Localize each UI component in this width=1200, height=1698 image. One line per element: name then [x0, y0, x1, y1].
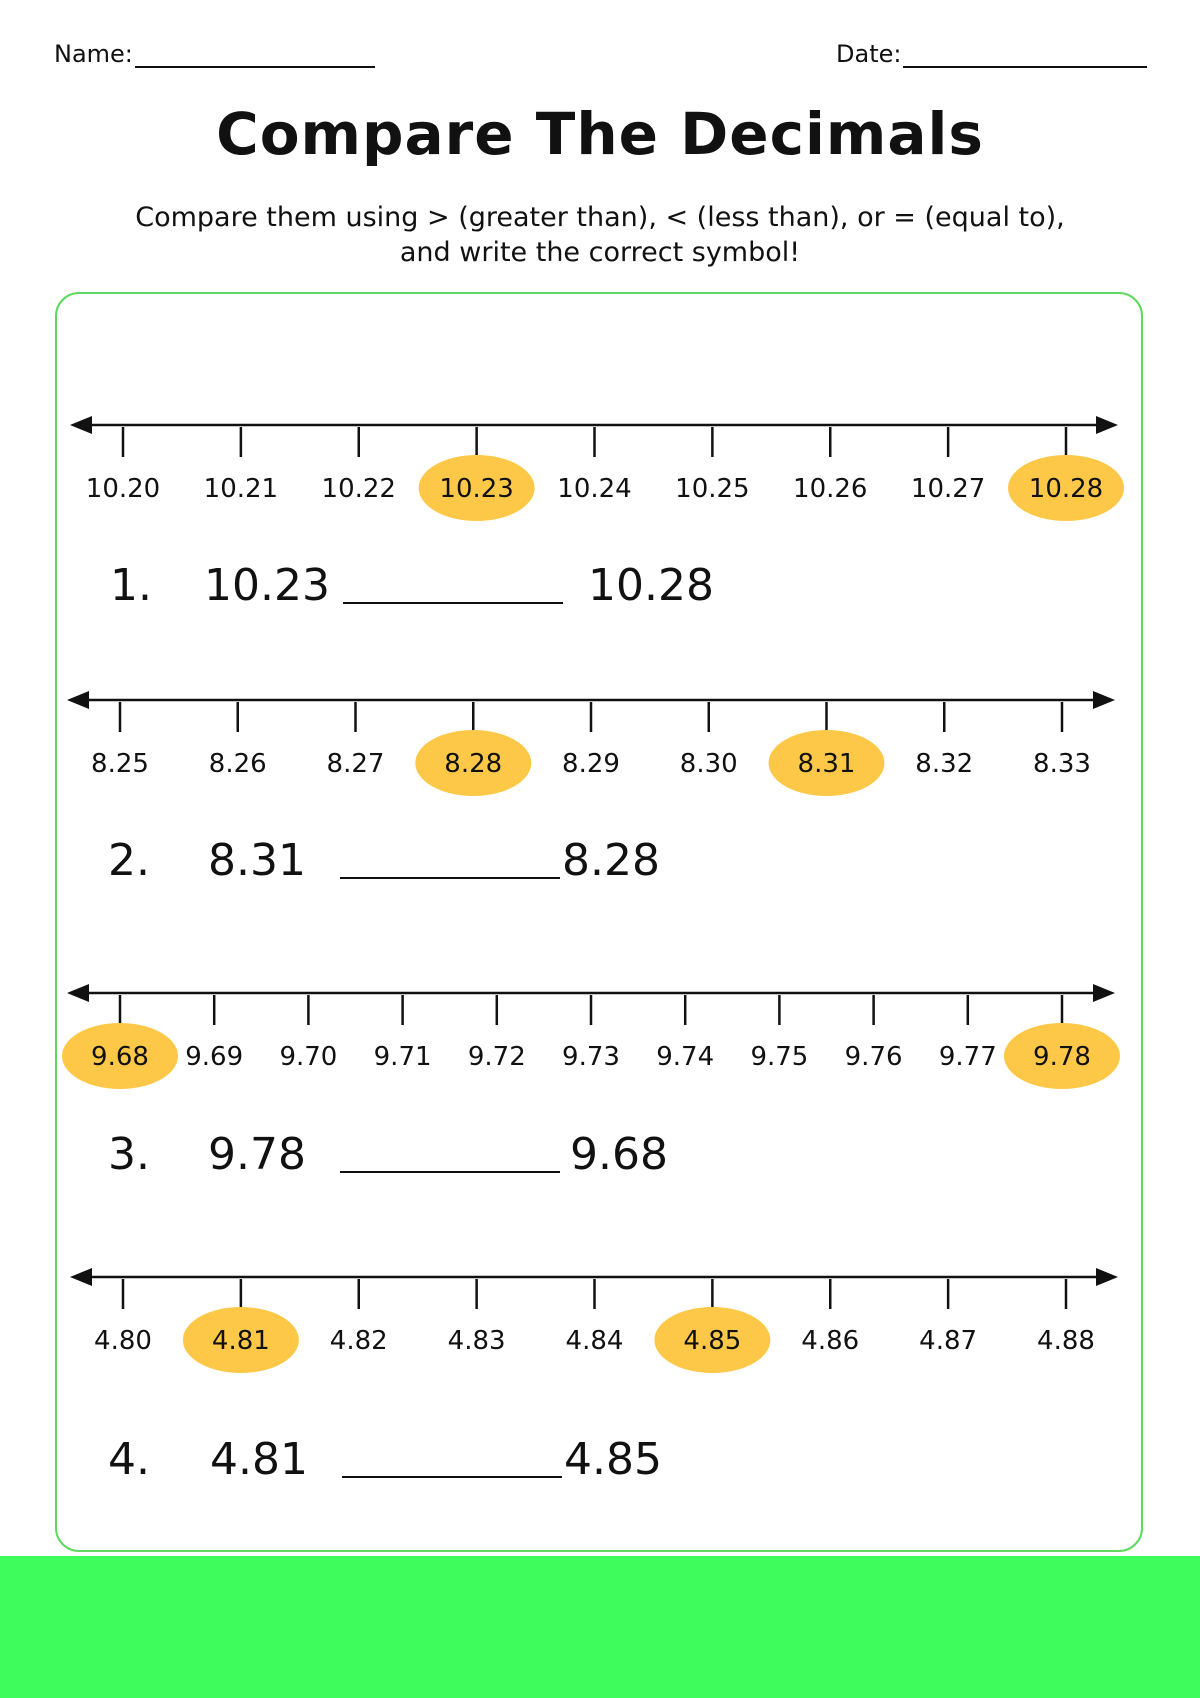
problem-number: 4.: [108, 1434, 150, 1485]
arrow-right-icon: [1093, 984, 1115, 1002]
number-line-4: [70, 1268, 1118, 1373]
tick-label: 8.27: [326, 749, 385, 779]
tick-label: 10.24: [557, 474, 632, 504]
tick-label: 9.72: [467, 1042, 526, 1072]
tick-label: 4.82: [329, 1326, 388, 1356]
answer-blank[interactable]: [343, 560, 563, 604]
tick-label: 10.26: [793, 474, 868, 504]
tick-label: 9.78: [1033, 1042, 1091, 1072]
tick-label: 4.80: [94, 1326, 152, 1356]
tick-label: 10.25: [675, 474, 750, 504]
arrow-right-icon: [1093, 691, 1115, 709]
tick-label: 9.76: [844, 1042, 903, 1072]
number-line-2: [67, 691, 1115, 796]
tick-label: 4.88: [1037, 1326, 1095, 1356]
tick-label: 9.75: [750, 1042, 809, 1072]
tick-label: 10.28: [1028, 474, 1104, 504]
tick-label: 8.30: [679, 749, 738, 779]
answer-blank[interactable]: [340, 835, 560, 879]
tick-label: 10.23: [439, 474, 514, 504]
tick-label: 10.21: [203, 474, 279, 504]
tick-label: 4.81: [211, 1326, 270, 1356]
problem-right-value: 4.85: [564, 1434, 662, 1485]
arrow-left-icon: [70, 1268, 92, 1286]
problem-number: 3.: [108, 1129, 150, 1180]
name-label: Name:: [54, 40, 133, 68]
tick-label: 4.83: [447, 1326, 506, 1356]
arrow-left-icon: [70, 416, 92, 434]
problem-right-value: 8.28: [562, 835, 660, 886]
tick-label: 8.33: [1033, 749, 1091, 779]
tick-label: 8.32: [915, 749, 974, 779]
problem-number: 1.: [110, 560, 152, 611]
tick-label: 10.27: [910, 474, 986, 504]
number-line-3: [62, 984, 1120, 1089]
problem-left-value: 4.81: [210, 1434, 308, 1485]
tick-label: 9.74: [656, 1042, 715, 1072]
problem-left-value: 9.78: [208, 1129, 306, 1180]
answer-blank[interactable]: [342, 1434, 562, 1478]
instructions-line-2: and write the correct symbol!: [399, 237, 801, 268]
problem-number: 2.: [108, 835, 150, 886]
tick-label: 10.20: [85, 474, 161, 504]
tick-label: 4.84: [565, 1326, 624, 1356]
tick-label: 9.68: [91, 1042, 149, 1072]
footer-band: [0, 1556, 1200, 1698]
tick-label: 10.22: [321, 474, 396, 504]
answer-blank[interactable]: [340, 1129, 560, 1173]
tick-label: 4.85: [683, 1326, 742, 1356]
tick-label: 4.86: [801, 1326, 860, 1356]
tick-label: 8.25: [91, 749, 149, 779]
arrow-right-icon: [1096, 1268, 1118, 1286]
problem-left-value: 10.23: [204, 560, 330, 611]
tick-label: 8.31: [797, 749, 856, 779]
problem-right-value: 10.28: [588, 560, 714, 611]
tick-label: 9.71: [373, 1042, 432, 1072]
tick-label: 4.87: [919, 1326, 978, 1356]
arrow-left-icon: [67, 691, 89, 709]
problem-left-value: 8.31: [208, 835, 306, 886]
instructions-line-1: Compare them using > (greater than), < (less than), or = (equal to),: [135, 202, 1065, 233]
number-line-1: [70, 416, 1124, 521]
problem-right-value: 9.68: [570, 1129, 668, 1180]
tick-label: 9.69: [185, 1042, 244, 1072]
page-title: Compare The Decimals: [216, 100, 984, 168]
tick-label: 9.70: [279, 1042, 338, 1072]
tick-label: 9.73: [562, 1042, 620, 1072]
arrow-right-icon: [1096, 416, 1118, 434]
date-label: Date:: [836, 40, 902, 68]
tick-label: 8.28: [444, 749, 503, 779]
arrow-left-icon: [67, 984, 89, 1002]
tick-label: 8.26: [208, 749, 267, 779]
tick-label: 8.29: [562, 749, 620, 779]
tick-label: 9.77: [938, 1042, 997, 1072]
